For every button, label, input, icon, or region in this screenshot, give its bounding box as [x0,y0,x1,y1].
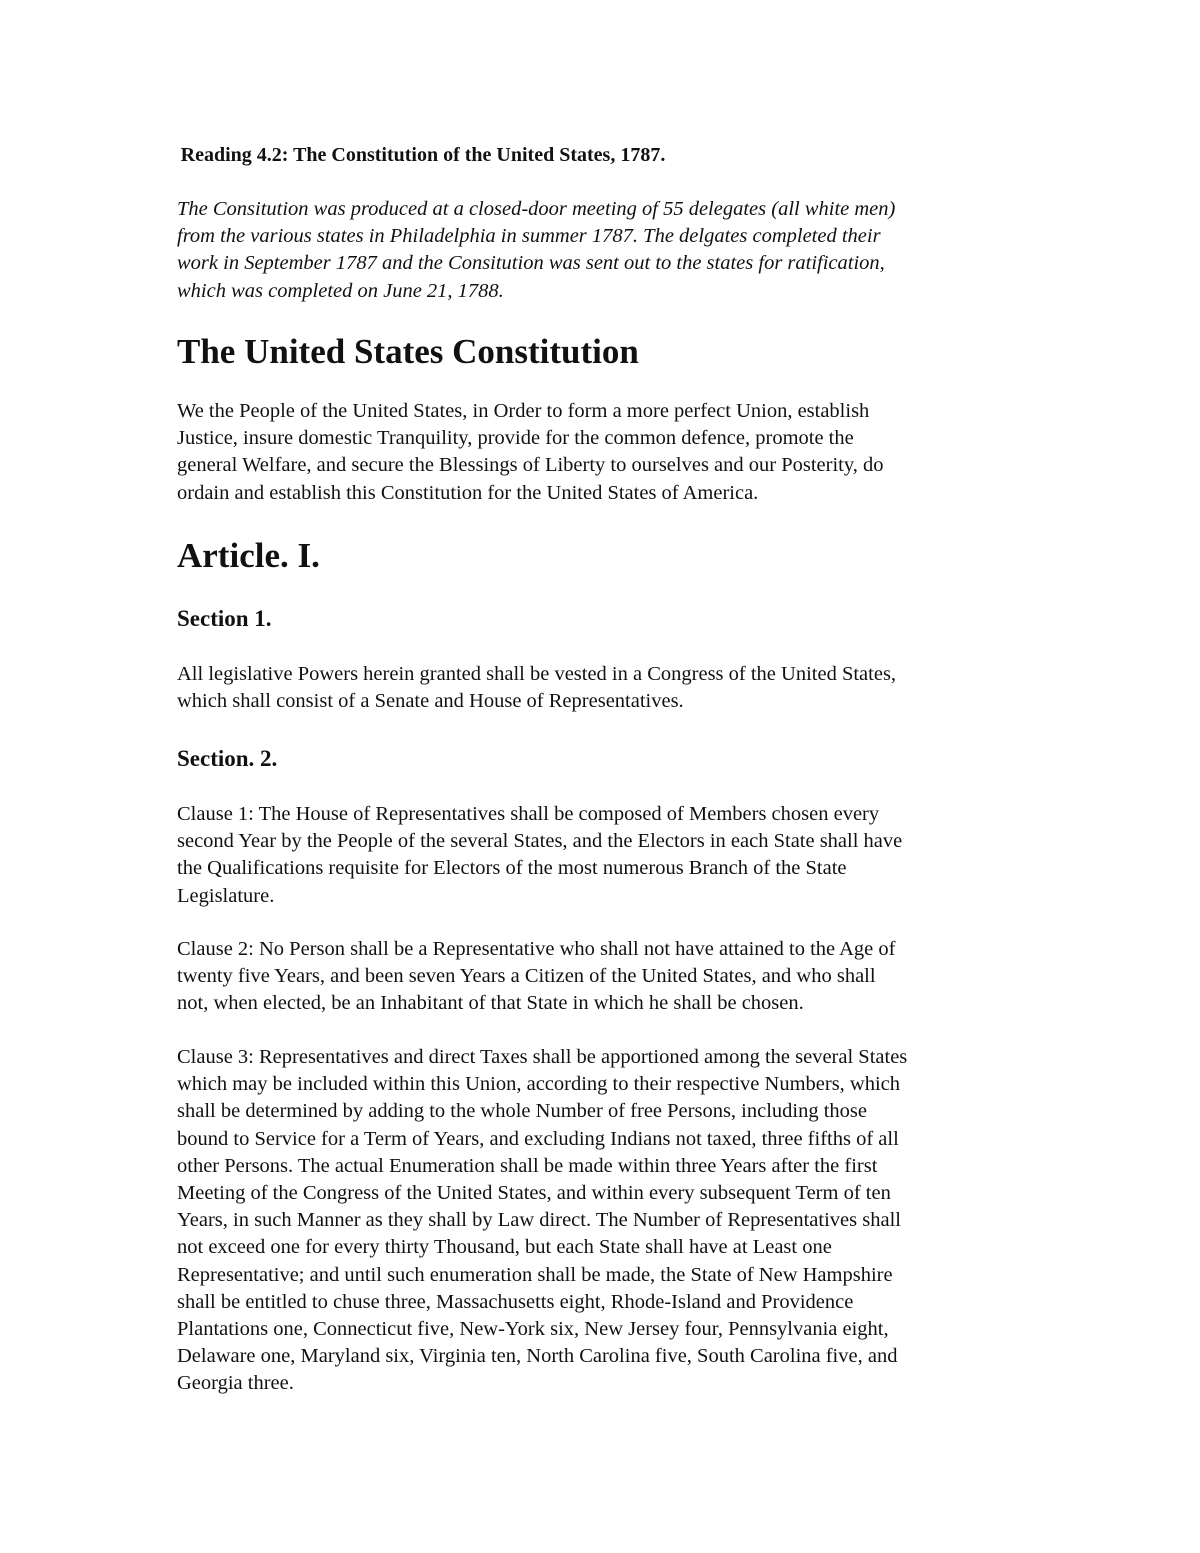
section-1-paragraph [177,661,1027,715]
intro-paragraph [177,196,1027,305]
clause-3-line: which may be included within this Union, according to their respective Numbers, which [177,1073,901,1096]
clause-3-line: Plantations one, Connecticut five, New-York six, New Jersey four, Pennsylvania eight, [177,1318,889,1341]
clause-1-line: Clause 1: The House of Representatives shall be composed of Members chosen every [177,803,880,825]
clause-2-line: twenty five Years, and been seven Years a Citizen of the United States, and who shall [177,965,876,988]
intro-line: which was completed on June 21, 1788. [177,279,504,302]
clause-2-line: Clause 2: No Person shall be a Representative who shall not have attained to the Age of [177,938,896,960]
clause-2-line: not, when elected, be an Inhabitant of that State in which he shall be chosen. [177,992,804,1015]
preamble-line: Justice, insure domestic Tranquility, provide for the common defence, promote the [177,427,854,450]
clause-1-paragraph [177,801,1027,910]
clause-1-line: Legislature. [177,884,275,907]
section-1-line: which shall consist of a Senate and House of Representatives. [177,690,684,713]
clause-3-line: shall be entitled to chuse three, Massachusetts eight, Rhode-Island and Providence [177,1290,854,1313]
article-heading: Article. I. [177,536,320,575]
preamble-line: We the People of the United States, in Order to form a more perfect Union, establish [177,400,870,422]
section-1-heading: Section 1. [177,606,272,631]
preamble-paragraph [177,398,1027,507]
clause-3-line: Representative; and until such enumeration shall be made, the State of New Hampshire [177,1263,893,1286]
clause-2-paragraph [177,936,1027,1018]
clause-3-line: shall be determined by adding to the whole Number of free Persons, including those [177,1100,868,1123]
clause-1-line: second Year by the People of the several States, and the Electors in each State shall have [177,830,903,853]
main-heading: The United States Constitution [177,332,639,371]
section-1-line: All legislative Powers herein granted shall be vested in a Congress of the United States, [177,663,897,685]
clause-3-line: other Persons. The actual Enumeration shall be made within three Years after the first [177,1154,878,1177]
intro-line: work in September 1787 and the Consitution was sent out to the states for ratification, [177,252,885,275]
clause-3-line: not exceed one for every thirty Thousand, but each State shall have at Least one [177,1236,832,1259]
clause-1-line: the Qualifications requisite for Electors of the most numerous Branch of the State [177,857,847,880]
intro-line: from the various states in Philadelphia in summer 1787. The delgates completed their [177,225,881,248]
preamble-line: ordain and establish this Constitution for the United States of America. [177,481,759,504]
reading-title: Reading 4.2: The Constitution of the United States, 1787. [180,144,666,166]
clause-3-line: Georgia three. [177,1372,294,1395]
intro-line: The Consitution was produced at a closed-door meeting of 55 delegates (all white men) [177,198,896,220]
clause-3-line: Delaware one, Maryland six, Virginia ten, North Carolina five, South Carolina five, and [177,1345,898,1368]
section-2-heading: Section. 2. [177,746,278,771]
clause-3-line: Clause 3: Representatives and direct Taxes shall be apportioned among the several States [177,1046,908,1068]
preamble-line: general Welfare, and secure the Blessings of Liberty to ourselves and our Posterity, do [177,454,884,477]
clause-3-line: bound to Service for a Term of Years, and excluding Indians not taxed, three fifths of all [177,1127,899,1150]
clause-3-line: Years, in such Manner as they shall by Law direct. The Number of Representatives shall [177,1209,901,1232]
clause-3-line: Meeting of the Congress of the United States, and within every subsequent Term of ten [177,1182,891,1205]
clause-3-paragraph [177,1044,1027,1398]
